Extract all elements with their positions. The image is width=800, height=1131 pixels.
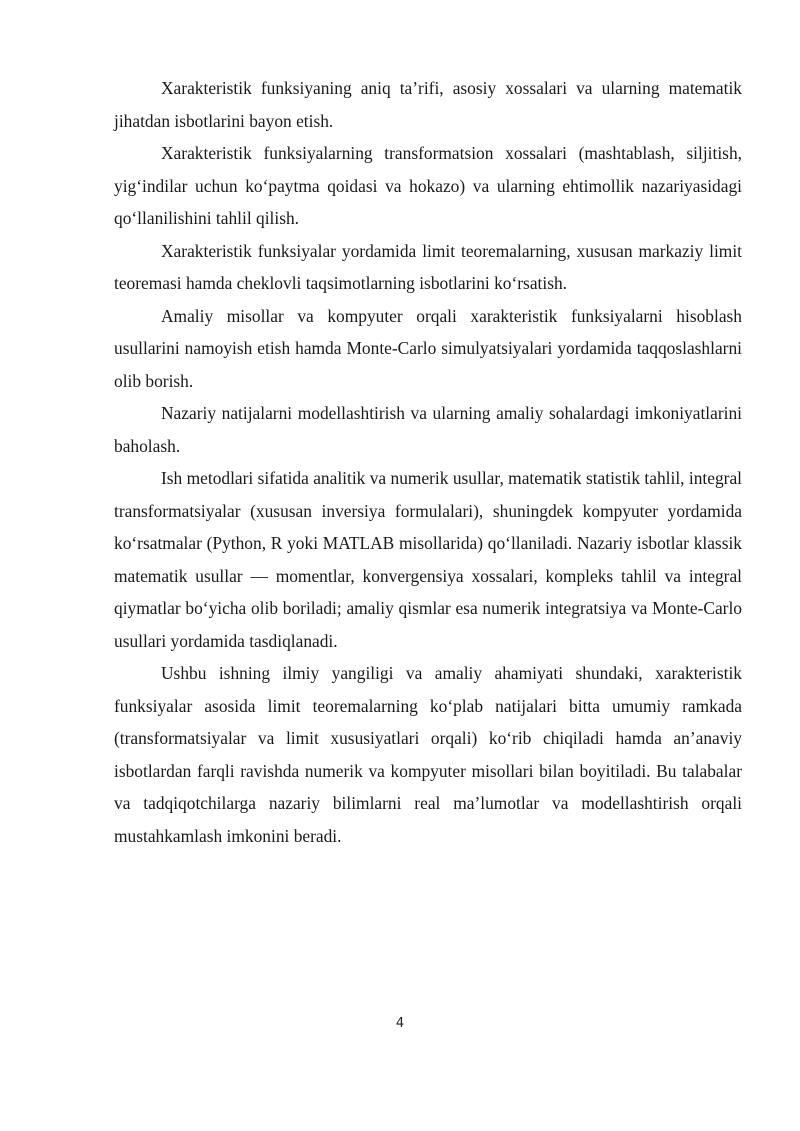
paragraph-methods: Ish metodlari sifatida analitik va numerik usullar, matematik statistik tahlil, integral transformatsiyalar (xususan inversiya formulalari), shuningdek kompyuter yordamida ko‘rsatmalar (Python, R yoki MATLAB misollarida) qo‘llaniladi. Nazariy isbotlar klassik matematik usullar — momentlar, konvergensiya xossalari, kompleks tahlil va integral qiymatlar bo‘yicha olib boriladi; amaliy qismlar esa numerik integratsiya va Monte-Carlo usullari yordamida tasdiqlanadi. [114,468,742,651]
paragraph-objective-5: Nazariy natijalarni modellashtirish va ularning amaliy sohalardagi imkoniyatlarini baholash. [114,403,742,456]
page-body [114,72,742,852]
paragraph-objective-3: Xarakteristik funksiyalar yordamida limit teoremalarning, xususan markaziy limit teoremasi hamda cheklovli taqsimotlarning isbotlarini ko‘rsatish. [114,240,742,293]
paragraph-novelty: Ushbu ishning ilmiy yangiligi va amaliy ahamiyati shundaki, xarakteristik funksiyalar asosida limit teoremalarning ko‘plab natijalari bitta umumiy ramkada (transformatsiyalar va limit xususiyatlari orqali) ko‘rib chiqiladi hamda an’anaviy isbotlardan farqli ravishda numerik va kompyuter misollari bilan boyitiladi. Bu talabalar va tadqiqotchilarga nazariy bilimlarni real ma’lumotlar va modellashtirish orqali mustahkamlash imkonini beradi. [114,663,742,846]
paragraph-objective-1: Xarakteristik funksiyaning aniq ta’rifi, asosiy xossalari va ularning matematik jihatdan isbotlarini bayon etish. [114,78,742,131]
paragraph-objective-4: Amaliy misollar va kompyuter orqali xarakteristik funksiyalarni hisoblash usullarini namoyish etish hamda Monte-Carlo simulyatsiyalari yordamida taqqoslashlarni olib borish. [114,305,742,391]
page-number: 4 [395,1016,405,1031]
paragraph-objective-2: Xarakteristik funksiyalarning transformatsion xossalari (mashtablash, siljitish, yig‘indilar uchun ko‘paytma qoidasi va hokazo) va ularning ehtimollik nazariyasidagi qo‘llanilishini tahlil qilish. [114,143,742,228]
